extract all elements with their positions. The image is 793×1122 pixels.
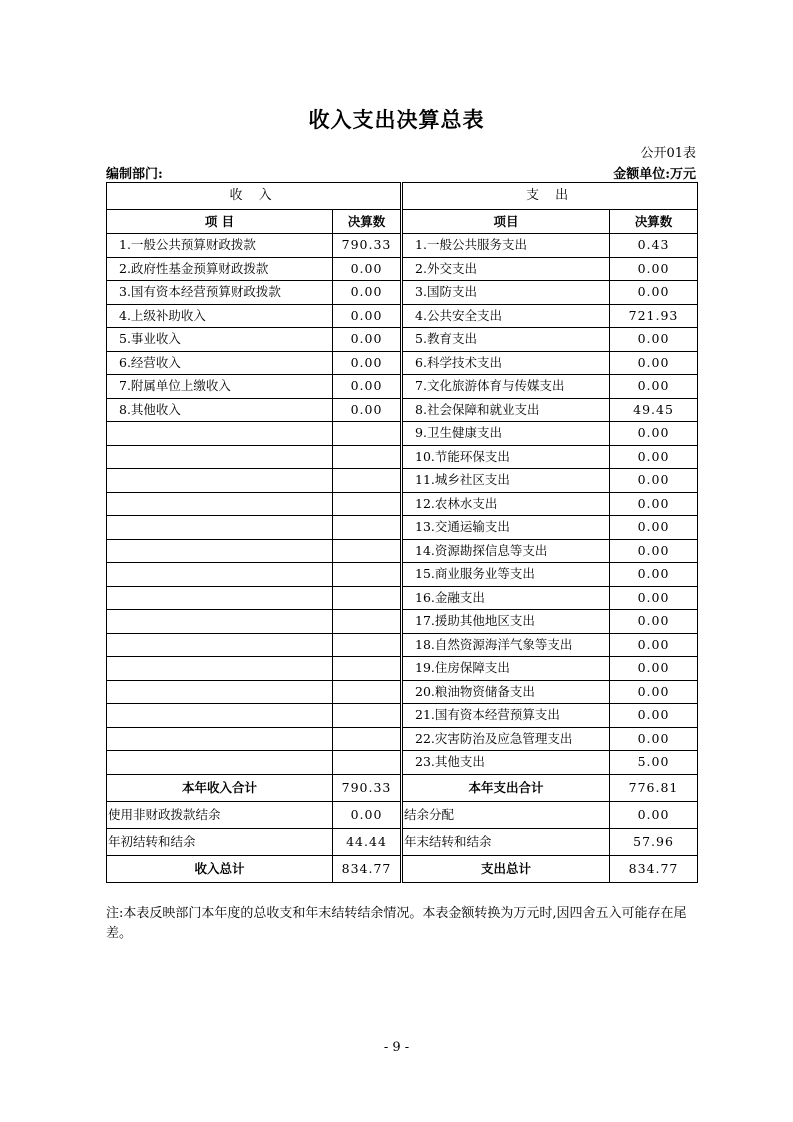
income-subtotal-amount: 790.33 — [333, 774, 401, 801]
table-row — [107, 680, 698, 704]
table-row — [107, 751, 698, 775]
income-item-header: 项 目 — [107, 210, 333, 234]
income-item-cell — [107, 469, 333, 493]
income-item-cell — [107, 610, 333, 634]
expense-amount-cell: 0.00 — [610, 727, 698, 751]
balance-row — [107, 828, 698, 855]
expense-amount-cell: 5.00 — [610, 751, 698, 775]
expense-item-cell: 17.援助其他地区支出 — [403, 610, 610, 634]
subtotal-row — [107, 774, 698, 801]
form-number: 公开01表 — [640, 146, 696, 161]
income-amount-cell — [333, 469, 401, 493]
table-row — [107, 281, 698, 305]
income-item-cell — [107, 633, 333, 657]
expense-total-label: 支出总计 — [403, 855, 610, 882]
expense-item-cell: 11.城乡社区支出 — [403, 469, 610, 493]
footnote: 注:本表反映部门本年度的总收支和年末结转结余情况。本表金额转换为万元时,因四舍五入可能存在尾差。 — [106, 906, 687, 941]
table-row — [107, 657, 698, 681]
income-item-cell: 年初结转和结余 — [107, 828, 333, 855]
expense-amount-cell: 0.00 — [610, 633, 698, 657]
income-amount-cell: 0.00 — [333, 398, 401, 422]
income-amount-cell: 0.00 — [333, 801, 401, 828]
expense-amount-cell: 0.00 — [610, 469, 698, 493]
expense-amount-cell: 0.00 — [610, 445, 698, 469]
income-item-cell — [107, 563, 333, 587]
expense-amount-cell: 0.00 — [610, 657, 698, 681]
income-amount-header: 决算数 — [333, 210, 401, 234]
expense-item-cell: 9.卫生健康支出 — [403, 422, 610, 446]
expense-item-cell: 5.教育支出 — [403, 328, 610, 352]
income-item-cell — [107, 422, 333, 446]
table-row — [107, 704, 698, 728]
expense-item-cell: 6.科学技术支出 — [403, 351, 610, 375]
income-amount-cell: 0.00 — [333, 328, 401, 352]
table-row — [107, 304, 698, 328]
income-amount-cell — [333, 657, 401, 681]
income-item-cell — [107, 445, 333, 469]
expense-total-amount: 834.77 — [610, 855, 698, 882]
expense-amount-cell: 0.00 — [610, 328, 698, 352]
table-row — [107, 586, 698, 610]
expense-item-cell: 18.自然资源海洋气象等支出 — [403, 633, 610, 657]
expense-amount-cell: 0.00 — [610, 704, 698, 728]
expense-subtotal-amount: 776.81 — [610, 774, 698, 801]
table-row — [107, 398, 698, 422]
expense-amount-cell: 0.00 — [610, 281, 698, 305]
column-header-row — [107, 210, 698, 234]
income-amount-cell — [333, 727, 401, 751]
expense-amount-cell: 0.00 — [610, 680, 698, 704]
table-row — [107, 328, 698, 352]
income-amount-cell: 0.00 — [333, 351, 401, 375]
expense-item-cell: 10.节能环保支出 — [403, 445, 610, 469]
income-item-cell: 6.经营收入 — [107, 351, 333, 375]
income-item-cell: 5.事业收入 — [107, 328, 333, 352]
expense-amount-cell: 0.00 — [610, 563, 698, 587]
page-title: 收入支出决算总表 — [308, 107, 485, 132]
income-item-cell — [107, 751, 333, 775]
expense-item-cell: 23.其他支出 — [403, 751, 610, 775]
income-amount-cell — [333, 539, 401, 563]
income-amount-cell — [333, 610, 401, 634]
table-row — [107, 727, 698, 751]
balance-row — [107, 801, 698, 828]
unit-label: 编制部门: — [106, 167, 163, 182]
expense-amount-cell: 49.45 — [610, 398, 698, 422]
expense-item-cell: 22.灾害防治及应急管理支出 — [403, 727, 610, 751]
table-row — [107, 445, 698, 469]
income-item-cell: 使用非财政拨款结余 — [107, 801, 333, 828]
income-section-header: 收 入 — [107, 183, 401, 210]
income-total-label: 收入总计 — [107, 855, 333, 882]
income-item-cell: 3.国有资本经营预算财政拨款 — [107, 281, 333, 305]
expense-item-cell: 2.外交支出 — [403, 257, 610, 281]
expense-amount-cell: 0.00 — [610, 539, 698, 563]
income-amount-cell — [333, 704, 401, 728]
income-amount-cell: 0.00 — [333, 257, 401, 281]
expense-item-cell: 4.公共安全支出 — [403, 304, 610, 328]
table-row — [107, 234, 698, 258]
table-row — [107, 257, 698, 281]
expense-item-cell: 12.农林水支出 — [403, 492, 610, 516]
income-amount-cell — [333, 516, 401, 540]
amount-unit: 金额单位:万元 — [613, 167, 696, 182]
table-row — [107, 610, 698, 634]
income-amount-cell — [333, 563, 401, 587]
expense-item-cell: 8.社会保障和就业支出 — [403, 398, 610, 422]
expense-amount-cell: 721.93 — [610, 304, 698, 328]
table-row — [107, 516, 698, 540]
expense-amount-cell: 0.00 — [610, 257, 698, 281]
income-amount-cell — [333, 633, 401, 657]
income-amount-cell — [333, 422, 401, 446]
expense-item-cell: 年末结转和结余 — [403, 828, 610, 855]
income-amount-cell: 0.00 — [333, 281, 401, 305]
expense-item-cell: 21.国有资本经营预算支出 — [403, 704, 610, 728]
expense-amount-cell: 0.00 — [610, 422, 698, 446]
expense-item-cell: 15.商业服务业等支出 — [403, 563, 610, 587]
expense-item-cell: 16.金融支出 — [403, 586, 610, 610]
income-item-cell: 2.政府性基金预算财政拨款 — [107, 257, 333, 281]
expense-section-header: 支 出 — [403, 183, 698, 210]
income-subtotal-label: 本年收入合计 — [107, 774, 333, 801]
expense-amount-cell: 0.00 — [610, 610, 698, 634]
expense-item-cell: 14.资源勘探信息等支出 — [403, 539, 610, 563]
table-row — [107, 633, 698, 657]
income-amount-cell — [333, 492, 401, 516]
income-amount-cell: 790.33 — [333, 234, 401, 258]
table-row — [107, 351, 698, 375]
expense-item-cell: 13.交通运输支出 — [403, 516, 610, 540]
income-amount-cell — [333, 586, 401, 610]
income-amount-cell: 0.00 — [333, 375, 401, 399]
income-amount-cell: 44.44 — [333, 828, 401, 855]
expense-amount-cell: 0.43 — [610, 234, 698, 258]
income-item-cell — [107, 586, 333, 610]
table-row — [107, 539, 698, 563]
expense-amount-cell: 57.96 — [610, 828, 698, 855]
income-amount-cell — [333, 751, 401, 775]
income-item-cell — [107, 680, 333, 704]
expense-amount-header: 决算数 — [610, 210, 698, 234]
income-item-cell — [107, 657, 333, 681]
expense-amount-cell: 0.00 — [610, 586, 698, 610]
expense-subtotal-label: 本年支出合计 — [403, 774, 610, 801]
table-row — [107, 375, 698, 399]
expense-amount-cell: 0.00 — [610, 492, 698, 516]
expense-amount-cell: 0.00 — [610, 516, 698, 540]
income-item-cell — [107, 492, 333, 516]
table-row — [107, 422, 698, 446]
table-row — [107, 563, 698, 587]
table-row — [107, 469, 698, 493]
expense-amount-cell: 0.00 — [610, 801, 698, 828]
expense-amount-cell: 0.00 — [610, 375, 698, 399]
income-item-cell: 4.上级补助收入 — [107, 304, 333, 328]
income-item-cell — [107, 727, 333, 751]
income-total-amount: 834.77 — [333, 855, 401, 882]
expense-item-cell: 3.国防支出 — [403, 281, 610, 305]
expense-item-cell: 结余分配 — [403, 801, 610, 828]
table-row — [107, 492, 698, 516]
income-item-cell — [107, 539, 333, 563]
income-expense-table — [106, 182, 698, 883]
grand-total-row — [107, 855, 698, 882]
page-number: - 9 - — [383, 1040, 410, 1055]
income-item-cell: 7.附属单位上缴收入 — [107, 375, 333, 399]
expense-item-cell: 19.住房保障支出 — [403, 657, 610, 681]
expense-amount-cell: 0.00 — [610, 351, 698, 375]
section-header-row — [107, 183, 698, 210]
expense-item-cell: 1.一般公共服务支出 — [403, 234, 610, 258]
income-item-cell — [107, 516, 333, 540]
income-item-cell — [107, 704, 333, 728]
income-amount-cell — [333, 445, 401, 469]
expense-item-cell: 7.文化旅游体育与传媒支出 — [403, 375, 610, 399]
expense-item-header: 项目 — [403, 210, 610, 234]
income-amount-cell — [333, 680, 401, 704]
income-item-cell: 8.其他收入 — [107, 398, 333, 422]
income-item-cell: 1.一般公共预算财政拨款 — [107, 234, 333, 258]
income-amount-cell: 0.00 — [333, 304, 401, 328]
expense-item-cell: 20.粮油物资储备支出 — [403, 680, 610, 704]
